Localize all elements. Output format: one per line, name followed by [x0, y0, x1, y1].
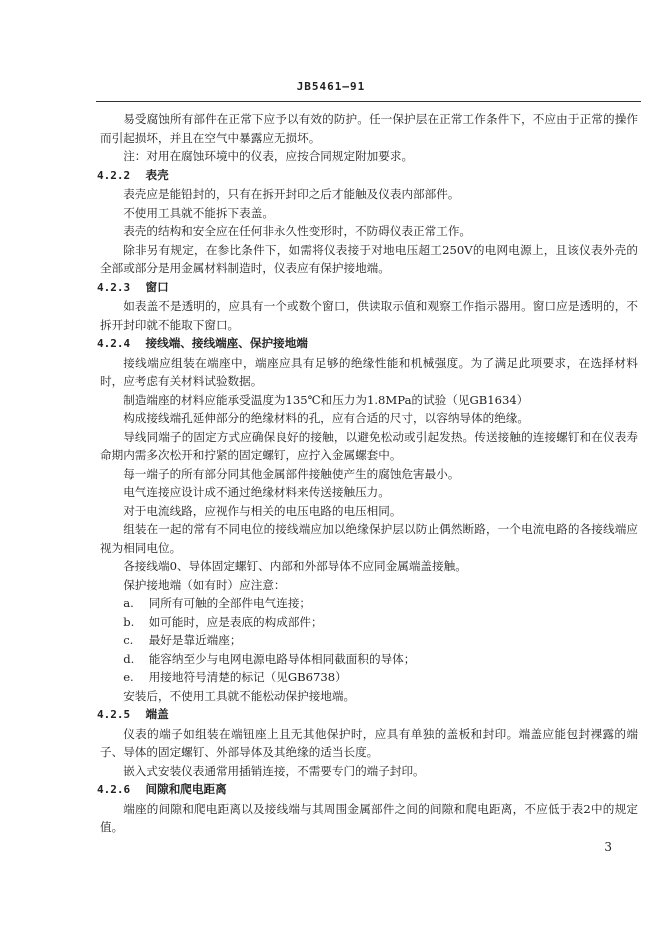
paragraph: 易受腐蚀所有部件在正常下应予以有效的防护。任一保护层在正常工作条件下，不应由于正常的操作而引起损坏，并且在空气中暴露应无损坏。	[100, 112, 638, 145]
list-item	[100, 631, 638, 650]
paragraph: 除非另有规定，在参比条件下，如需将仪表接于对地电压超工250V的电网电源上，且该仪表外壳的全部或部分是用金属材料制造时，仪表应有保护接地端。	[100, 242, 638, 275]
page-number: 3	[604, 840, 612, 854]
paragraph: 表壳的结构和安全应在任何非永久性变形时，不防碍仪表正常工作。	[123, 224, 472, 238]
paragraph: 组装在一起的常有不同电位的接线端应加以绝缘保护层以防止偶然断路，一个电流电路的各接线端应视为相同电位。	[100, 522, 638, 555]
section-heading	[97, 705, 638, 725]
section-title: 表壳	[145, 167, 169, 182]
list-item	[100, 594, 638, 613]
section-heading	[97, 780, 638, 800]
section-heading	[97, 278, 638, 298]
section-title: 端盖	[145, 707, 169, 721]
paragraph: 导线同端子的固定方式应确保良好的接触，以避免松动或引起发热。传送接触的连接螺钉和在仪表寿命期内需多次松开和拧紧的固定螺钉，应拧入金属螺套中。	[100, 429, 638, 462]
paragraph: 端座的间隙和爬电距离以及接线端与其周围金属部件之间的间隙和爬电距离，不应低于表2中的规定值。	[100, 801, 638, 834]
list-item-text: 最好是靠近端座；	[148, 633, 242, 647]
list-marker: e.	[123, 670, 134, 684]
paragraph: 不使用工具就不能拆下表盖。	[123, 205, 274, 220]
paragraph: 接线端应组装在端座中，端座应具有足够的绝缘性能和机械强度。为了满足此项要求，在选择材料时，应考虑有关材料试验数据。	[100, 355, 638, 388]
list-item-text: 能容纳至少与电网电源电路导体相同截面积的导体；	[148, 651, 416, 666]
paragraph: 仪表的端子如组装在端钮座上且无其他保护时，应具有单独的盖板和封印。端盖应能包封裸露的端子、导体的固定螺钉、外部导体及其绝缘的适当长度。	[100, 726, 638, 759]
paragraph: 电气连接应设计成不通过绝缘材料来传送接触压力。	[123, 485, 390, 499]
paragraph: 制造端座的材料应能承受温度为135℃和压力为1.8MPa的试验（见GB1634）	[123, 392, 529, 407]
paragraph: 安装后，不使用工具就不能松动保护接地端。	[123, 688, 356, 703]
document-body	[97, 110, 638, 837]
paragraph: 表壳应是能铅封的，只有在拆开封印之后才能触及仪表内部部件。	[123, 187, 460, 201]
paragraph: 如表盖不是透明的，应具有一个或数个窗口，供读取示值和观察工作指示器用。窗口应是透明的，不拆开封印就不能取下窗口。	[100, 299, 638, 332]
section-number: 4.2.6	[97, 783, 131, 796]
list-marker: b.	[123, 614, 135, 629]
header-rule	[96, 101, 641, 102]
document-code: JB5461—91	[296, 80, 366, 93]
paragraph: 构成接线端孔延伸部分的绝缘材料的孔，应有合适的尺寸，以容纳导体的绝缘。	[123, 411, 529, 425]
paragraph: 嵌入式安装仪表通常用插销连接，不需要专门的端子封印。	[123, 763, 425, 778]
section-number: 4.2.3	[97, 280, 131, 294]
list-marker: a.	[123, 596, 134, 610]
list-item	[100, 668, 638, 687]
list-item-text: 同所有可触的全部件电气连接；	[148, 596, 312, 610]
section-number: 4.2.4	[97, 337, 131, 350]
section-title: 窗口	[145, 279, 169, 294]
list-item	[100, 650, 638, 669]
section-number: 4.2.5	[97, 708, 131, 721]
list-item-text: 用接地符号清楚的标记（见GB6738）	[148, 670, 347, 684]
paragraph: 注：对用在腐蚀环境中的仪表，应按合同规定附加要求。	[123, 149, 414, 163]
section-number: 4.2.2	[97, 168, 131, 182]
section-heading	[97, 166, 638, 186]
section-heading	[97, 334, 638, 354]
list-marker: c.	[123, 633, 134, 647]
list-item-text: 如可能时，应是表底的构成部件；	[148, 614, 323, 629]
section-title: 间隙和爬电距离	[145, 782, 227, 796]
list-marker: d.	[123, 651, 135, 666]
paragraph: 对于电流线路，应视作与相关的电压电路的电压相同。	[123, 503, 402, 518]
paragraph: 保护接地端（如有时）应注意：	[123, 577, 286, 592]
paragraph: 每一端子的所有部分同其他金属部件接触使产生的腐蚀危害最小。	[123, 466, 460, 481]
section-title: 接线端、接线端座、保护接地端	[145, 336, 308, 350]
list-item	[100, 613, 638, 632]
paragraph: 各接线端0、导体固定螺钉、内部和外部导体不应同金属端盖接触。	[123, 559, 467, 573]
